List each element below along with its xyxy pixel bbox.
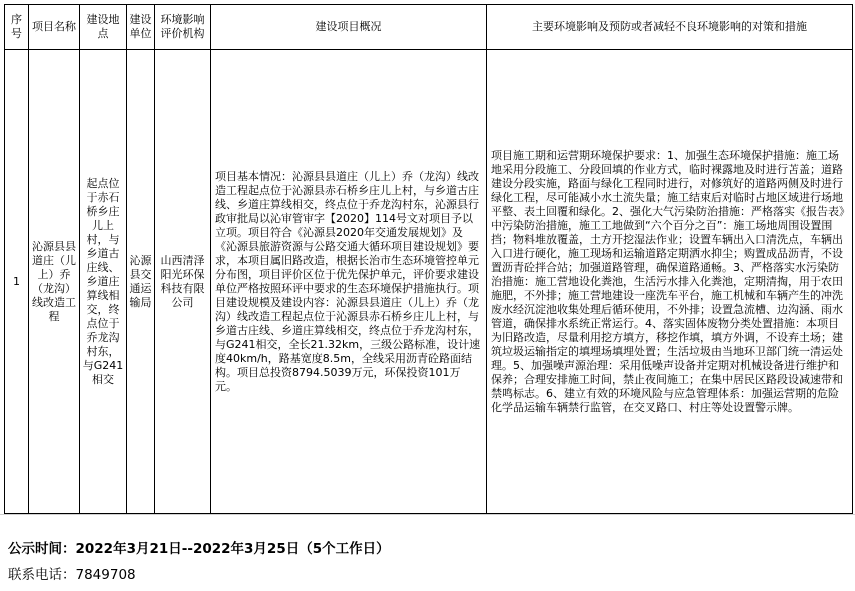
cell-project-name[interactable]: 沁源县县道庄（儿上）乔（龙沟）线改造工程 [29, 50, 80, 514]
cell-eia-org[interactable]: 山西清泽阳光环保科技有限公司 [155, 50, 211, 514]
header-eia-org: 环境影响评价机构 [155, 5, 211, 50]
header-seq: 序号 [5, 5, 29, 50]
row-divider [0, 514, 855, 515]
cell-overview[interactable]: 项目基本情况：沁源县县道庄（儿上）乔（龙沟）线改造工程起点位于沁源县赤石桥乡庄儿上村，与乡道古庄线、乡道庄算线相交，终点位于乔龙沟村东，沁源县行政审批局以沁审管审字【2020】114号文对项目予以立项。项目符合《沁源县2020年交通发展规划》及《沁源县旅游资源与公路交通大循环项目建设规划》要求，本项目属旧路改造，根据长治市生态环境管控单元分布图，项目评价区位于优先保护单元，评价要求建设单位严格按照环评中要求的生态环境保护措施执行。项目建设规模及建设内容：沁源县县道庄（儿上）乔（龙沟）线改造工程起点位于沁源县赤石桥乡庄儿上村，与乡道古庄线、乡道庄算线相交，终点位于乔龙沟村东，与G241相交，全长21.32km，三级公路标准，设计速度40km/h，路基宽度8.5m，全线采用沥青砼路面结构。项目总投资8794.5039万元，环保投资101万元。 [211, 50, 487, 514]
eia-publicity-table [4, 4, 853, 514]
header-measures: 主要环境影响及预防或者减轻不良环境影响的对策和措施 [487, 5, 853, 50]
contact-phone[interactable]: 联系电话：7849708 [8, 567, 136, 583]
cell-measures[interactable]: 项目施工期和运营期环境保护要求：1、加强生态环境保护措施：施工场地采用分段施工、分段回填的作业方式，临时裸露地及时进行苫盖；道路建设分段实施，路面与绿化工程同时进行，对修筑好的道路两侧及时进行绿化工程，尽可能减小水土流失量；施工结束后对临时占地区域进行场地平整、表土回覆和绿化。2、强化大气污染防治措施：严格落实《报告表》中污染防治措施，施工工地做到“六个百分之百”：施工场地周围设置围挡；物料堆放覆盖，土方开挖湿法作业；设置车辆出入口清洗点，车辆出入口进行硬化，施工现场和运输道路定期洒水抑尘；购置成品沥青，不设置沥青砼拌合站；加强道路管理，确保道路通畅。3、严格落实水污染防治措施：施工营地设化粪池，生活污水排入化粪池，定期清掏，用于农田施肥，不外排；施工营地建设一座洗车平台，施工机械和车辆产生的冲洗废水经沉淀池收集处理后循环使用，不外排；设置急流槽、边沟涵、雨水管道，确保排水系统正常运行。4、落实固体废物分类处置措施：本项目为旧路改造，尽量利用挖方填方，移挖作填，填方外调，不设弃土场；建筑垃圾运输指定的填埋场填埋处置；生活垃圾由当地环卫部门统一清运处理。5、加强噪声源治理：采用低噪声设备并定期对机械设备进行维护和保养；合理安排施工时间，禁止夜间施工；在集中居民区路段设减速带和禁鸣标志。6、建立有效的环境风险与应急管理体系：加强运营期的危险化学品运输车辆禁行监管，在交叉路口、村庄等处设置警示牌。 [487, 50, 853, 514]
header-overview: 建设项目概况 [211, 5, 487, 50]
cell-builder[interactable]: 沁源县交通运输局 [127, 50, 155, 514]
cell-location[interactable]: 起点位于赤石桥乡庄儿上村，与乡道古庄线、乡道庄算线相交，终点位于乔龙沟村东，与G241相交 [80, 50, 127, 514]
header-project-name: 项目名称 [29, 5, 80, 50]
header-location: 建设地点 [80, 5, 127, 50]
table-row [5, 50, 853, 514]
header-builder: 建设单位 [127, 5, 155, 50]
cell-seq[interactable]: 1 [5, 50, 29, 514]
publicity-time[interactable]: 公示时间：2022年3月21日--2022年3月25日（5个工作日） [8, 541, 390, 557]
table-header-row [5, 5, 853, 50]
